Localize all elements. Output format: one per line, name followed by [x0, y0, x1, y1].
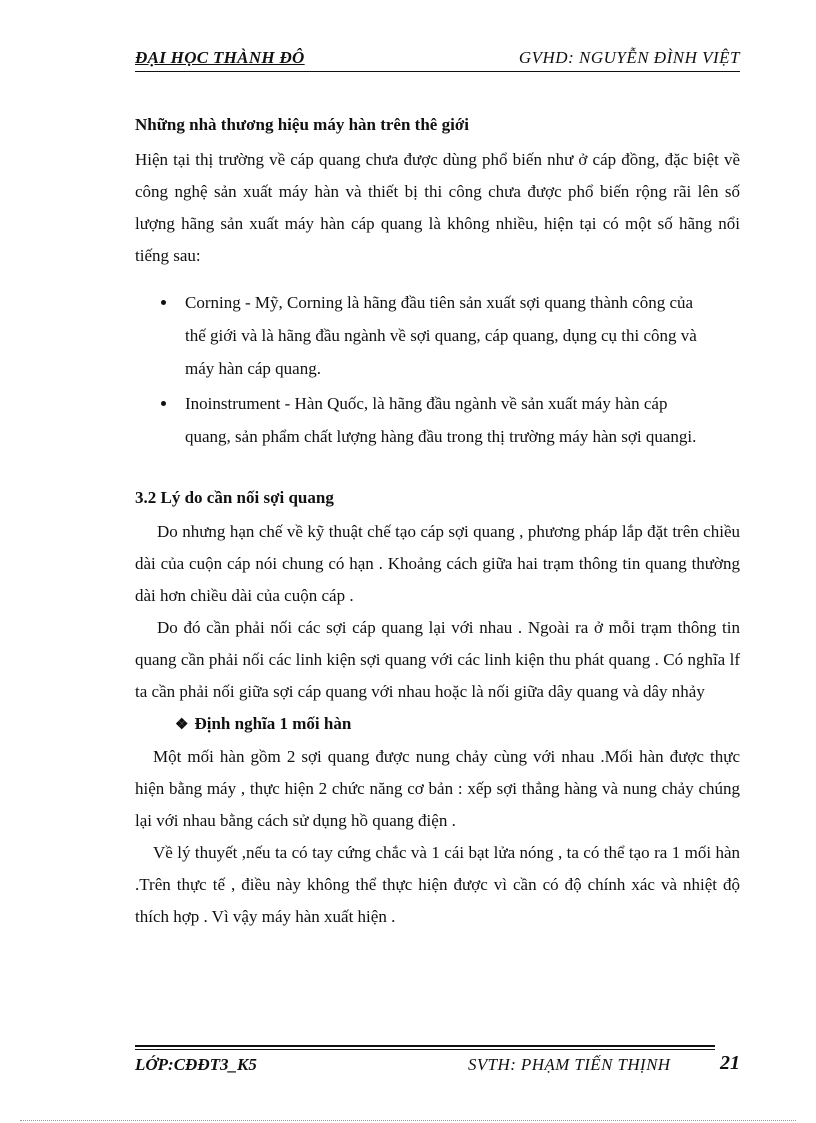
paragraph-reason-2: Do đó cần phải nối các sợi cáp quang lại với nhau . Ngoài ra ở mỗi trạm thông tin quang cần phải nối các linh kiện sợi quang với các linh kiện thu phát quang . Có nghĩa lf ta cần phải nối giữa sợi cáp quang với nhau hoặc là nối giữa dây quang và dây nhảy [135, 618, 740, 701]
footer-student: SVTH: PHẠM TIẾN THỊNH [468, 1055, 671, 1074]
paragraph-definition: Một mối hàn gồm 2 sợi quang được nung chảy cùng với nhau .Mối hàn được thực hiện bằng máy , thực hiện 2 chức năng cơ bản : xếp sợi thẳng hàng và nung chảy chúng lại với nhau bằng cách sử dụng hồ quang điện . [135, 747, 740, 830]
subheading-text: Định nghĩa 1 mối hàn [194, 714, 352, 733]
subheading-definition [135, 708, 740, 741]
header-school: ĐẠI HỌC THÀNH ĐÔ [135, 48, 305, 67]
bullet-icon [161, 401, 166, 406]
list-item-text: Inoinstrument - Hàn Quốc, là hãng đầu ngành về sản xuất máy hàn cáp quang, sản phẩm chất lượng hàng đầu trong thị trường máy hàn sợi quangi. [185, 394, 697, 446]
page-header [135, 48, 740, 74]
section-heading-brands: Những nhà thương hiệu máy hàn trên thê giới [135, 115, 469, 134]
list-item [135, 286, 740, 385]
page-edge-divider [20, 1120, 796, 1121]
page-content [135, 110, 740, 933]
section-heading-reason: 3.2 Lý do cần nối sợi quang [135, 488, 334, 507]
list-item-text: Corning - Mỹ, Corning là hãng đầu tiên sản xuất sợi quang thành công của thế giới và là hãng đầu ngành về sợi quang, cáp quang, dụng cụ thi công và máy hàn cáp quang. [185, 293, 697, 378]
paragraph-intro: Hiện tại thị trường về cáp quang chưa được dùng phổ biến như ở cáp đồng, đặc biệt về công nghệ sản xuất máy hàn và thiết bị thi công chưa được phổ biến rộng rãi lên số lượng hãng sản xuất máy hàn cáp quang là không nhiều, hiện tại có một số hãng nổi tiếng sau: [135, 150, 740, 265]
paragraph-reason-1: Do nhưng hạn chế về kỹ thuật chế tạo cáp sợi quang , phương pháp lắp đặt trên chiều dài của cuộn cáp nói chung có hạn . Khoảng cách giữa hai trạm thông tin quang thường dài hơn chiều dài của cuộn cáp . [135, 522, 740, 605]
footer-rule-thick [135, 1045, 715, 1047]
page-footer [135, 1045, 740, 1079]
diamond-bullet-icon: ❖ [175, 717, 189, 733]
bullet-icon [161, 300, 166, 305]
brand-list [135, 286, 740, 453]
list-item [135, 387, 740, 453]
paragraph-theory: Về lý thuyết ,nếu ta có tay cứng chắc và 1 cái bạt lửa nóng , ta có thể tạo ra 1 mối hàn .Trên thực tế , điều này không thể thực hiện được vì cần có độ chính xác và nhiệt độ thích hợp . Vì vậy máy hàn xuất hiện . [135, 843, 740, 926]
header-advisor: GVHD: NGUYỄN ĐÌNH VIỆT [518, 48, 740, 67]
footer-rule-thin [135, 1049, 715, 1050]
header-rule [135, 71, 740, 72]
footer-class: LỚP:CĐĐT3_K5 [135, 1055, 257, 1074]
page-number: 21 [720, 1052, 740, 1074]
